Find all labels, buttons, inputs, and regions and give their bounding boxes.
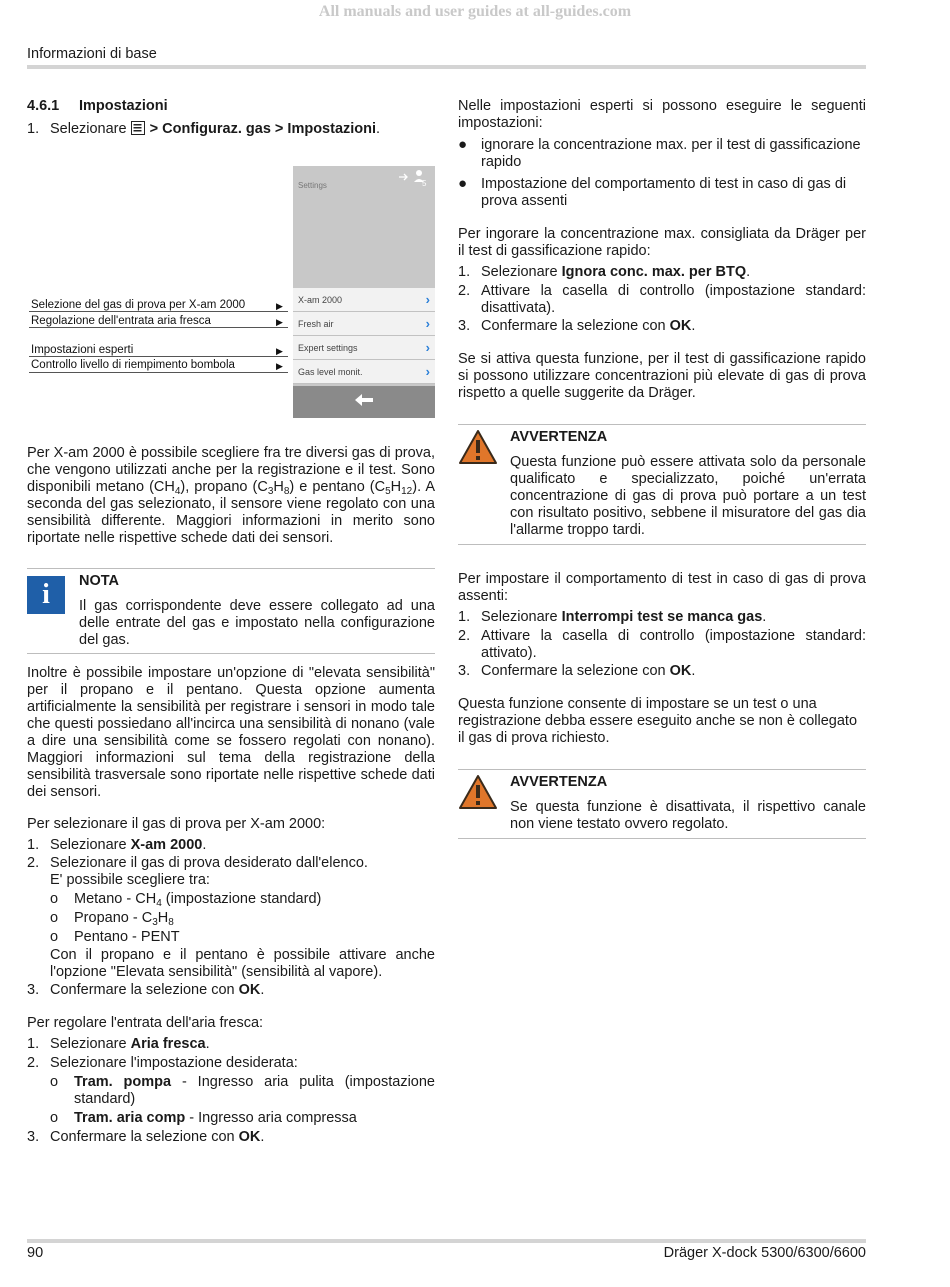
section-heading (27, 98, 435, 115)
chevron-right-icon: › (425, 340, 430, 355)
chevron-right-icon: › (425, 364, 430, 379)
list-item: 3. Confermare la selezione con OK. (458, 318, 696, 334)
screen-item-xam2000[interactable] (293, 288, 435, 312)
step-number: 1. (27, 121, 40, 137)
sensitivity-paragraph: Inoltre è possibile impostare un'opzione di "elevata sensibilità" per il propano e il pentano. Questa opzione aumenta artificialmente la sensibilità per registrare i sensori in modo tale che questi possiedano all'incirca una sensibilità di nonano (vale a dire una sensibilità come se fossero regolati con nonano). Maggiori informazioni sul tema della registrazione della sensibilità trasversale sono riportate nelle rispettive schede dati dei sensori. (27, 665, 435, 800)
list-item: 1. Selezionare Interrompi test se manca gas. (458, 609, 767, 625)
menu-list-icon (131, 121, 145, 135)
callout-line (29, 372, 288, 373)
section-number: 4.6.1 (27, 98, 60, 114)
back-arrow-icon (293, 392, 435, 411)
list-item: 1. Selezionare Ignora conc. max. per BTQ. (458, 264, 751, 280)
callout-arrow-icon: ▶ (276, 361, 283, 371)
info-icon: i (27, 576, 65, 614)
expert-intro: Nelle impostazioni esperti si possono eseguire le seguenti impostazioni: (458, 98, 866, 131)
list-subitem: o Tram. pompa - Ingresso aria pulita (impostazione standard) (50, 1074, 435, 1107)
warning-box (458, 769, 866, 839)
warning-title: AVVERTENZA (510, 774, 608, 790)
screen-item-fresh-air[interactable] (293, 312, 435, 336)
missing-gas-intro: Per impostare il comportamento di test in caso di gas di prova assenti: (458, 571, 866, 604)
list-item: 3. Confermare la selezione con OK. (27, 1129, 265, 1145)
gas-select-intro: Per selezionare il gas di prova per X-am 2000: (27, 816, 326, 832)
callout-arrow-icon: ▶ (276, 346, 283, 356)
chevron-right-icon: › (425, 316, 430, 331)
warning-triangle-icon (458, 774, 498, 815)
section-title: Impostazioni (79, 98, 168, 114)
page-header-title: Informazioni di base (27, 46, 157, 62)
fresh-air-steps (27, 1036, 435, 1146)
list-item: 1. Selezionare X-am 2000. (27, 837, 207, 853)
callout-arrow-icon: ▶ (276, 301, 283, 311)
callout-gas-selection: Selezione del gas di prova per X-am 2000 (31, 299, 246, 311)
screen-item-label: Gas level monit. (298, 367, 363, 377)
device-screen (293, 166, 435, 418)
callout-line (29, 327, 288, 328)
expert-bullets (458, 137, 866, 210)
note-box (27, 568, 435, 654)
list-item: ● ignorare la concentrazione max. per il test di gassificazione rapido (458, 136, 861, 170)
list-subitem: o Metano - $CH_4$ (impostazione standard) (50, 891, 322, 909)
screen-item-gas-level[interactable] (293, 360, 435, 384)
list-item: 2. Attivare la casella di controllo (impostazione standard: attivato). (458, 628, 866, 661)
screen-item-label: Fresh air (298, 319, 334, 329)
gas-select-steps (27, 837, 435, 999)
max-conc-intro: Per ingorare la concentrazione max. consigliata da Dräger per il test di gassificazione rapido: (458, 226, 866, 259)
callout-fresh-air: Regolazione dell'entrata aria fresca (31, 315, 211, 327)
screen-item-label: X-am 2000 (298, 295, 343, 305)
warning-title: AVVERTENZA (510, 429, 608, 445)
gas-intro-paragraph: Per X-am 2000 è possibile scegliere fra tre diversi gas di prova, che vengono utilizzati anche per la registrazione e il test. Sono disponibili metano $(CH_4)$, propano $(C_3H_8)$ e pentano $(C_5H_{12})$. A seconda del gas selezionato, il sensore viene regolato con una sensibilità differente. Maggiori informazioni in merito sono riportate nelle rispettive schede dati dei sensori. (27, 445, 435, 546)
screen-item-label: Expert settings (298, 343, 358, 353)
warning-text: Se questa funzione è disattivata, il rispettivo canale non viene testato ovvero regolato. (510, 799, 866, 832)
screen-title: Settings (298, 181, 327, 190)
callout-expert: Impostazioni esperti (31, 344, 134, 356)
callout-gas-level: Controllo livello di riempimento bombola (31, 359, 235, 371)
list-item: 3. Confermare la selezione con OK. (27, 982, 265, 998)
list-item: 1. Selezionare Aria fresca. (27, 1036, 210, 1052)
list-item: 2. Selezionare il gas di prova desiderato dall'elenco. (27, 855, 368, 871)
max-conc-effect: Se si attiva questa funzione, per il test di gassificazione rapido si possono utilizzare concentrazioni più elevate di gas di prova rispetto a quelle suggerite da Dräger. (458, 351, 866, 401)
warning-text: Questa funzione può essere attivata solo da personale qualificato e specializzato, poiché un'errata concentrazione di gas di prova può portare a un test con risultato positivo, sebbene il misuratore del gas dia l'allarme troppo tardi. (510, 454, 866, 538)
list-subitem: o Pentano - PENT (50, 929, 180, 945)
note-title: NOTA (79, 573, 120, 589)
step-text: Selezionare (50, 121, 131, 137)
product-name: Dräger X-dock 5300/6300/6600 (663, 1245, 866, 1261)
missing-gas-effect: Questa funzione consente di impostare se un test o una registrazione debba essere eseguito anche se non è collegato il gas di prova richiesto. (458, 696, 858, 746)
callout-arrow-icon: ▶ (276, 317, 283, 327)
list-subitem: o Propano - $C_3H_8$ (50, 910, 174, 928)
warning-box (458, 424, 866, 545)
list-continuation: Con il propano e il pentano è possibile attivare anche l'opzione "Elevata sensibilità" (sensibilità al vapore). (50, 947, 435, 980)
menu-path: > Configuraz. gas > Impostazioni (145, 121, 377, 137)
screen-item-expert-settings[interactable] (293, 336, 435, 360)
intro-step (27, 121, 435, 138)
list-item: 2. Selezionare l'impostazione desiderata: (27, 1055, 298, 1071)
list-continuation: E' possibile scegliere tra: (50, 872, 210, 888)
max-conc-steps (458, 264, 866, 335)
status-icons (397, 169, 429, 193)
list-item: 2. Attivare la casella di controllo (impostazione standard: disattivata). (458, 283, 866, 316)
footer-rule (27, 1239, 866, 1243)
page-number: 90 (27, 1245, 44, 1261)
svg-text:5: 5 (422, 179, 427, 187)
back-button[interactable] (293, 386, 435, 418)
list-subitem: o Tram. aria comp - Ingresso aria compressa (50, 1110, 357, 1126)
chevron-right-icon: › (425, 292, 430, 307)
fresh-air-intro: Per regolare l'entrata dell'aria fresca: (27, 1015, 264, 1031)
warning-triangle-icon (458, 429, 498, 470)
list-item: 3. Confermare la selezione con OK. (458, 663, 696, 679)
watermark: All manuals and user guides at all-guides.com (318, 3, 632, 20)
callout-line (29, 311, 288, 312)
missing-gas-steps (458, 609, 866, 680)
list-item: ● Impostazione del comportamento di test in caso di gas di prova assenti (458, 175, 847, 209)
header-rule (27, 65, 866, 69)
step-text-end: . (376, 121, 381, 137)
note-text: Il gas corrispondente deve essere collegato ad una delle entrate del gas e impostato nella configurazione del gas. (79, 598, 435, 648)
